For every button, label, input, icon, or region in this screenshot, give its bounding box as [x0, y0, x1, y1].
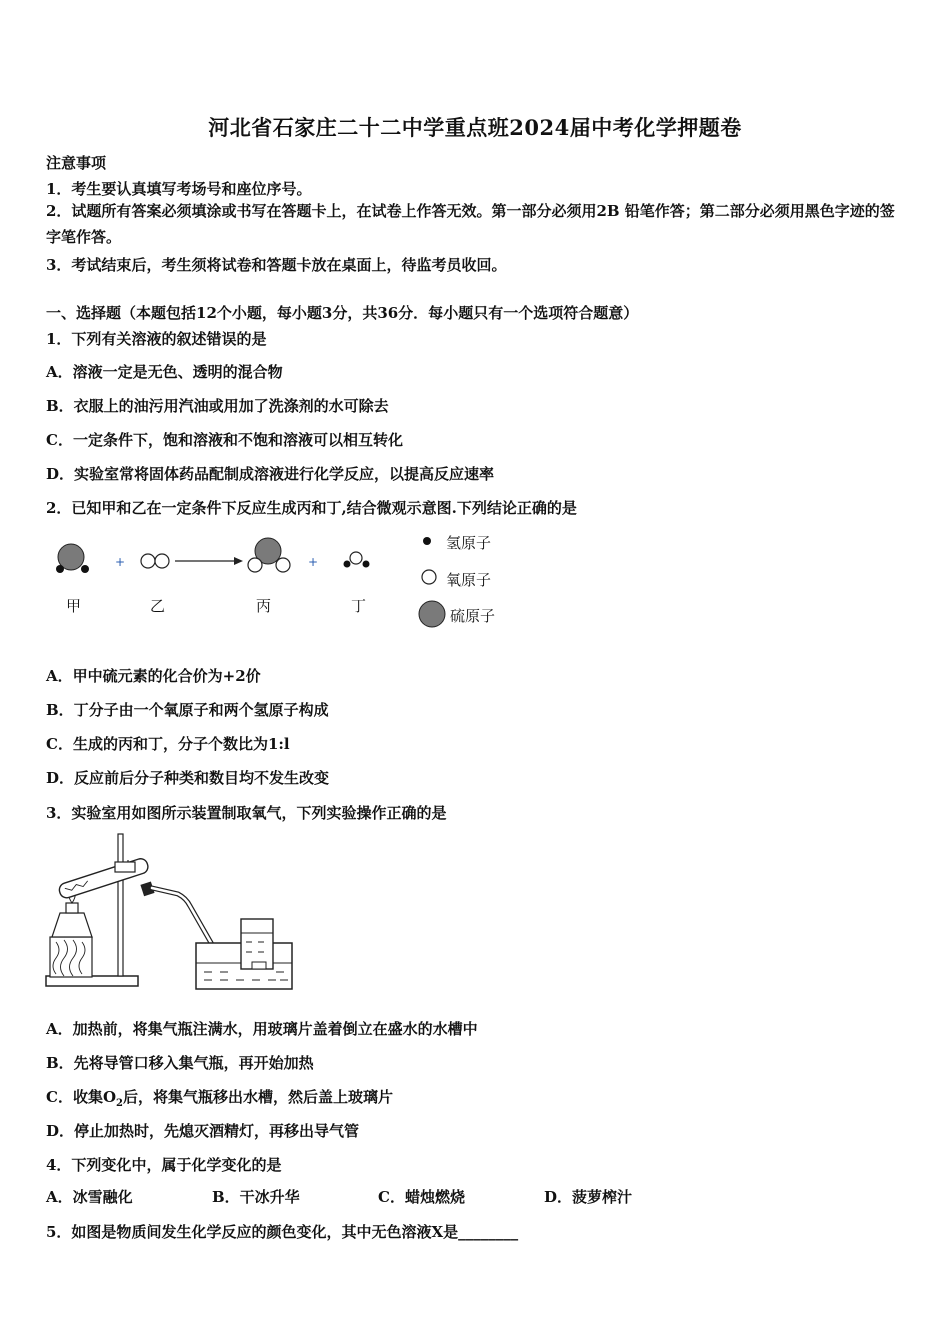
answer-option: C．一定条件下，饱和溶液和不饱和溶液可以相互转化 — [46, 431, 403, 449]
answer-option: D．实验室常将固体药品配制成溶液进行化学反应，以提高反应速率 — [46, 465, 495, 483]
legend-label: 氧原子 — [446, 571, 492, 589]
plus-sign: + — [115, 555, 126, 569]
molecule-label: 丁 — [351, 597, 367, 615]
plus-sign: + — [308, 555, 319, 569]
answer-option: D．菠萝榨汁 — [544, 1188, 633, 1206]
test-tube — [58, 857, 150, 900]
answer-option — [46, 1086, 393, 1109]
legend-label: 硫原子 — [450, 607, 496, 625]
answer-option: B．丁分子由一个氧原子和两个氢原子构成 — [46, 701, 329, 719]
subscript: 2 — [116, 1098, 123, 1109]
question-stem: 5．如图是物质间发生化学反应的颜色变化，其中无色溶液X是________ — [46, 1223, 519, 1241]
answer-option: A．溶液一定是无色、透明的混合物 — [46, 363, 283, 381]
legend-label: 氢原子 — [446, 534, 492, 552]
answer-option: D．停止加热时，先熄灭酒精灯，再移出导气管 — [46, 1122, 360, 1140]
section-heading: 一、选择题（本题包括12个小题，每小题3分，共36分．每小题只有一个选项符合题意） — [46, 304, 639, 322]
question-stem: 2．已知甲和乙在一定条件下反应生成丙和丁,结合微观示意图.下列结论正确的是 — [46, 499, 577, 517]
page-title: 河北省石家庄二十二中学重点班2024届中考化学押题卷 — [208, 115, 742, 140]
answer-option: C．生成的丙和丁，分子个数比为1:l — [46, 735, 290, 753]
notice-item: 2．试题所有答案必须填涂或书写在答题卡上，在试卷上作答无效。第一部分必须用2B 铅笔作答；第二部分必须用黑色字迹的签字笔作答。 — [46, 202, 895, 246]
molecule-label: 乙 — [150, 597, 166, 615]
notice-heading: 注意事项 — [46, 154, 107, 172]
question-stem: 3．实验室用如图所示装置制取氧气，下列实验操作正确的是 — [46, 804, 447, 822]
answer-option: B．干冰升华 — [212, 1188, 300, 1206]
question-stem: 1．下列有关溶液的叙述错误的是 — [46, 330, 267, 348]
question-stem: 4．下列变化中，属于化学变化的是 — [46, 1156, 282, 1174]
answer-option: A．加热前，将集气瓶注满水，用玻璃片盖着倒立在盛水的水槽中 — [46, 1020, 478, 1038]
option-text: 后，将集气瓶移出水槽，然后盖上玻璃片 — [122, 1088, 393, 1106]
notice-item: 1．考生要认真填写考场号和座位序号。 — [46, 180, 312, 198]
answer-option: B．先将导管口移入集气瓶，再开始加热 — [46, 1054, 314, 1072]
alcohol-lamp — [52, 913, 92, 937]
answer-option: B．衣服上的油污用汽油或用加了洗涤剂的水可除去 — [46, 397, 389, 415]
answer-option: D．反应前后分子种类和数目均不发生改变 — [46, 769, 330, 787]
stand-rod — [118, 834, 123, 976]
answer-option: A．甲中硫元素的化合价为+2价 — [46, 667, 261, 685]
notice-item: 3．考试结束后，考生须将试卷和答题卡放在桌面上，待监考员收回。 — [46, 256, 507, 274]
molecule-label: 甲 — [66, 597, 82, 615]
answer-option: A．冰雪融化 — [46, 1188, 133, 1206]
molecule-label: 丙 — [256, 597, 272, 615]
option-text: C．收集O — [46, 1088, 117, 1106]
answer-option: C．蜡烛燃烧 — [378, 1188, 465, 1206]
option-row — [46, 1186, 906, 1207]
